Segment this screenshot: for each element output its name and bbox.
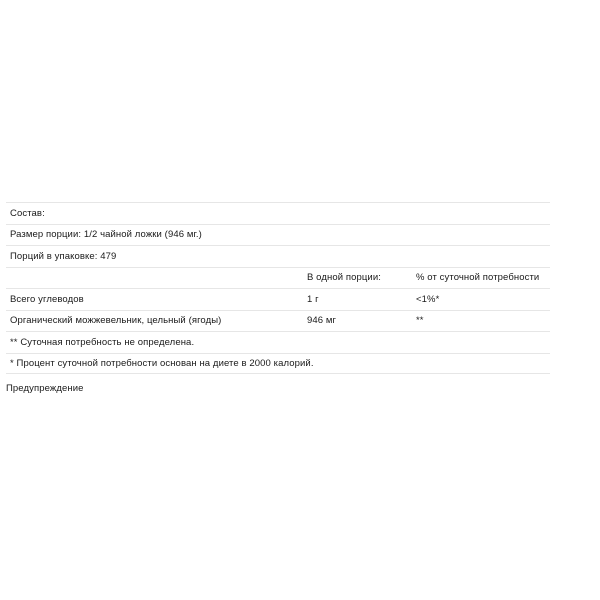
footnote-row [6,331,550,353]
composition-row [6,202,550,224]
serving-size: Размер порции: 1/2 чайной ложки (946 мг.) [10,229,202,241]
servings-per-container: Порций в упаковке: 479 [10,250,117,262]
nutrient-daily-value: ** [416,315,424,327]
composition-label: Состав: [10,207,45,219]
supplement-facts-table [6,202,550,374]
footnote-row [6,353,550,375]
table-row [6,288,550,310]
nutrient-amount: 1 г [307,293,319,305]
table-header-row [6,267,550,289]
serving-size-row [6,224,550,246]
nutrient-name: Всего углеводов [10,293,84,305]
header-amount: В одной порции: [307,272,381,284]
nutrient-daily-value: <1%* [416,293,440,305]
table-row [6,310,550,332]
servings-per-container-row [6,245,550,267]
warning-heading: Предупреждение [6,383,84,394]
nutrient-amount: 946 мг [307,315,337,327]
header-daily-value: % от суточной потребности [416,272,540,284]
nutrient-name: Органический можжевельник, цельный (ягоды) [10,315,222,327]
footnote-not-established: ** Суточная потребность не определена. [10,336,195,348]
footnote-daily-value-basis: * Процент суточной потребности основан на диете в 2000 калорий. [10,357,314,369]
